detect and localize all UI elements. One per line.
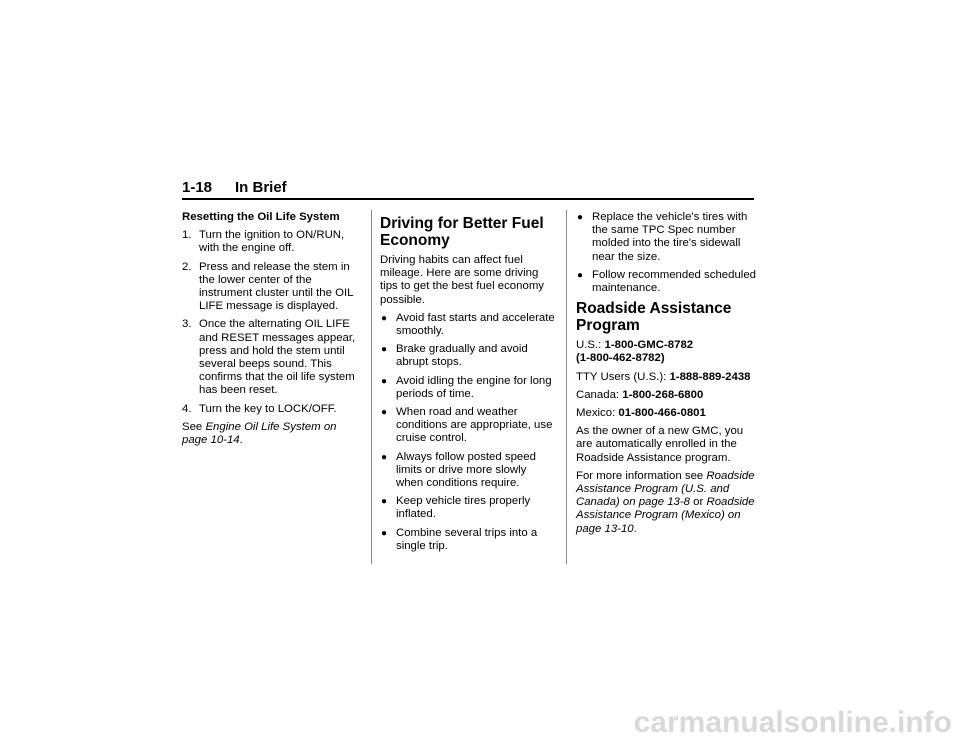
bullet-icon: ● <box>381 407 388 419</box>
fuel-economy-tips-continued <box>576 211 756 295</box>
fuel-economy-tips <box>380 312 556 553</box>
step-text: Turn the ignition to ON/RUN, with the engine off. <box>199 229 345 255</box>
tip-text: Follow recommended scheduled maintenance. <box>592 268 756 295</box>
canada-label: Canada: <box>576 388 623 401</box>
tip-text: Avoid fast starts and accelerate smoothly. <box>396 311 555 338</box>
more-prefix: For more information see <box>576 469 707 482</box>
tip-text: Brake gradually and avoid abrupt stops. <box>396 343 528 369</box>
see-suffix: . <box>239 434 243 447</box>
list-item <box>380 451 556 491</box>
see-reference <box>182 421 362 447</box>
list-item <box>380 343 556 369</box>
us-number-alt: (1-800-462-8782) <box>576 352 665 365</box>
mexico-label: Mexico: <box>576 407 619 420</box>
owner-text: As the owner of a new GMC, you are automatically enrolled in the Roadside Assistance program. <box>576 425 744 464</box>
list-item <box>576 211 756 264</box>
roadside-mexico-link[interactable]: Roadside Assistance Program (Mexico) on page 13-10 <box>576 496 755 535</box>
tip-text: Combine several trips into a single trip. <box>396 526 538 552</box>
page-header <box>182 178 754 198</box>
list-item <box>380 375 556 401</box>
us-number: 1-800-GMC-8782 <box>604 339 694 352</box>
list-item <box>380 527 556 553</box>
tip-text: Keep vehicle tires properly inflated. <box>396 495 531 521</box>
list-item <box>576 269 756 295</box>
step-text: Turn the key to LOCK/OFF. <box>199 402 337 415</box>
step-item <box>182 403 362 416</box>
list-item <box>380 312 556 338</box>
section-title: In Brief <box>235 179 287 196</box>
more-suffix: . <box>633 522 637 535</box>
tip-text: Avoid idling the engine for long periods of time. <box>396 374 552 400</box>
mexico-phone <box>576 407 756 420</box>
step-item <box>182 229 362 255</box>
tip-text: Replace the vehicle's tires with the same TPC Spec number molded into the tire's sidewall near the size. <box>592 211 748 263</box>
fuel-economy-heading: Driving for Better Fuel Economy <box>380 215 544 249</box>
mexico-number: 01-800-466-0801 <box>618 407 706 420</box>
canada-phone <box>576 389 756 402</box>
bullet-icon: ● <box>381 496 388 508</box>
bullet-icon: ● <box>577 269 584 281</box>
oil-life-steps <box>182 229 362 416</box>
bullet-icon: ● <box>381 527 388 539</box>
column-3 <box>576 211 756 541</box>
step-number: 4. <box>182 402 192 415</box>
bullet-icon: ● <box>577 212 584 223</box>
list-item <box>380 406 556 446</box>
oil-life-heading: Resetting the Oil Life System <box>182 211 340 223</box>
roadside-us-canada-link[interactable]: Roadside Assistance Program (U.S. and Canada) on page 13-8 <box>576 469 755 509</box>
step-number: 1. <box>182 229 192 242</box>
tip-text: When road and weather conditions are appropriate, use cruise control. <box>396 406 553 445</box>
bullet-icon: ● <box>381 312 388 324</box>
tip-text: Always follow posted speed limits or drive more slowly when conditions require. <box>396 450 536 490</box>
us-label: U.S.: <box>576 339 605 352</box>
us-phone <box>576 339 756 365</box>
bullet-icon: ● <box>381 375 388 387</box>
step-number: 2. <box>182 260 192 273</box>
step-item <box>182 318 362 397</box>
more-or: or <box>690 496 707 509</box>
see-reference-link[interactable]: Engine Oil Life System on page 10-14 <box>182 420 337 447</box>
tty-phone <box>576 371 756 384</box>
roadside-heading: Roadside Assistance Program <box>576 300 732 335</box>
column-2 <box>380 211 556 558</box>
site-watermark: carmanualsonline.info <box>633 706 952 739</box>
tty-label: TTY Users (U.S.): <box>576 370 670 383</box>
tty-number: 1-888-889-2438 <box>669 370 751 383</box>
bullet-icon: ● <box>381 344 388 356</box>
step-text: Press and release the stem in the lower center of the instrument cluster until the OIL LIFE message is displayed. <box>199 260 354 313</box>
more-info <box>576 470 756 536</box>
column-1 <box>182 211 362 452</box>
page-number: 1-18 <box>182 179 213 196</box>
step-number: 3. <box>182 318 192 331</box>
column-divider-1 <box>371 210 372 564</box>
see-prefix: See <box>182 420 206 433</box>
step-item <box>182 261 362 314</box>
fuel-economy-intro: Driving habits can affect fuel mileage. Here are some driving tips to get the best fuel economy possible. <box>380 254 544 306</box>
step-text: Once the alternating OIL LIFE and RESET messages appear, press and hold the stem until several beeps sound. This confirms that the oil life system has been reset. <box>199 318 356 397</box>
canada-number: 1-800-268-6800 <box>622 388 704 401</box>
column-divider-2 <box>566 210 567 564</box>
bullet-icon: ● <box>381 451 388 463</box>
header-rule <box>182 198 754 200</box>
list-item <box>380 495 556 521</box>
